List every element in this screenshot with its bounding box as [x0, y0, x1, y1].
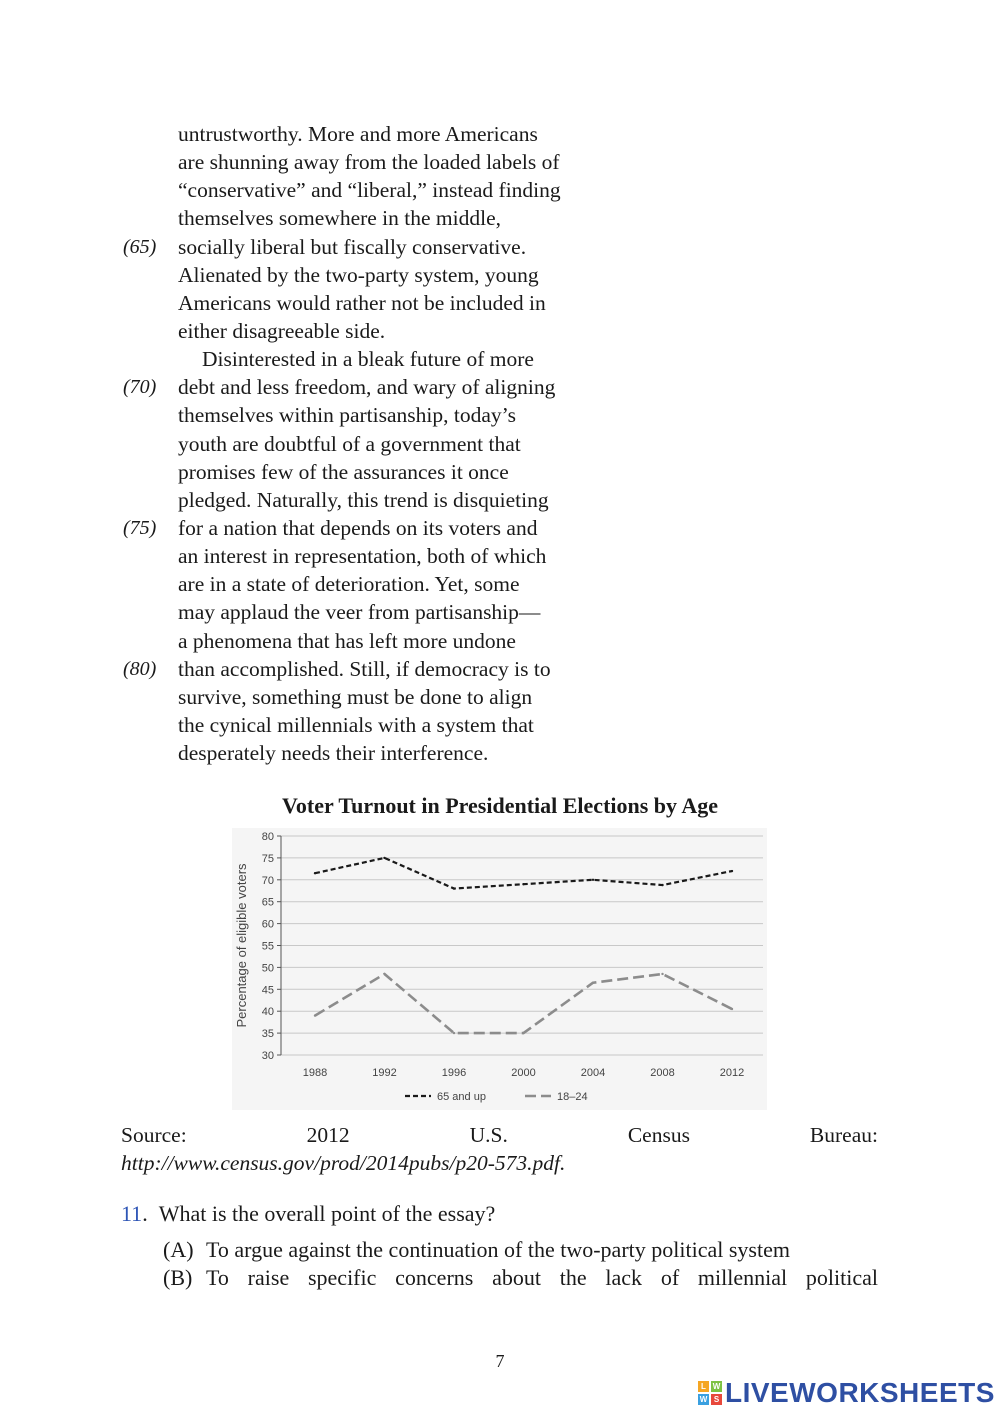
line-text: than accomplished. Still, if democracy is to	[178, 656, 551, 681]
y-tick-label: 30	[261, 1050, 274, 1062]
y-tick-label: 40	[261, 1006, 274, 1019]
option-text: To argue against the continuation of the two-party political system	[206, 1237, 790, 1262]
line-text: are in a state of deterioration. Yet, some	[178, 572, 520, 597]
passage-line	[0, 289, 1000, 317]
line-text: Disinterested in a bleak future of more	[202, 347, 534, 372]
line-number: (70)	[123, 376, 157, 399]
passage-line	[0, 739, 1000, 767]
passage-line	[0, 458, 1000, 486]
data-point	[453, 1032, 455, 1034]
question-dot: .	[142, 1201, 159, 1226]
passage-line	[0, 683, 1000, 711]
line-text: youth are doubtful of a government that	[178, 431, 521, 456]
data-point	[661, 973, 663, 975]
logo-block: L	[698, 1381, 709, 1392]
line-text: “conservative” and “liberal,” instead finding	[178, 178, 561, 203]
passage-line	[0, 542, 1000, 570]
logo-block: S	[711, 1394, 722, 1405]
source-note	[121, 1121, 878, 1177]
data-point	[314, 872, 316, 874]
line-text: pledged. Naturally, this trend is disquieting	[178, 487, 549, 512]
data-point	[522, 1032, 524, 1034]
passage-line	[0, 345, 1000, 373]
data-point	[661, 884, 663, 886]
y-axis-label: Percentage of eligible voters	[234, 863, 249, 1028]
line-text: themselves within partisanship, today’s	[178, 403, 516, 428]
data-point	[314, 1014, 316, 1016]
passage-line	[0, 148, 1000, 176]
data-point	[731, 870, 733, 872]
passage-line	[0, 627, 1000, 655]
line-text: either disagreeable side.	[178, 318, 386, 343]
brand-name: LIVEWORKSHEETS	[725, 1377, 995, 1408]
legend-label: 65 and up	[437, 1091, 486, 1103]
passage-line	[0, 204, 1000, 232]
question-text: What is the overall point of the essay?	[158, 1201, 496, 1226]
line-text: promises few of the assurances it once	[178, 459, 509, 484]
source-url: http://www.census.gov/prod/2014pubs/p20-573.pdf.	[121, 1151, 566, 1175]
passage-line	[0, 514, 1000, 542]
x-tick-label: 2000	[511, 1067, 536, 1079]
passage-line	[0, 120, 1000, 148]
y-tick-label: 75	[261, 852, 274, 865]
y-tick-label: 70	[261, 874, 274, 887]
passage-line	[0, 430, 1000, 458]
line-text: Americans would rather not be included in	[178, 290, 546, 315]
passage-line	[0, 655, 1000, 683]
line-number: (65)	[123, 235, 157, 258]
line-text: debt and less freedom, and wary of aligning	[178, 375, 556, 400]
source-word: Source:	[121, 1123, 187, 1147]
y-tick-label: 35	[261, 1028, 274, 1041]
y-tick-label: 50	[261, 962, 274, 975]
question-11	[121, 1200, 495, 1228]
line-text: a phenomena that has left more undone	[178, 628, 516, 653]
data-point	[383, 973, 385, 975]
x-tick-label: 2012	[719, 1067, 745, 1079]
line-text: the cynical millennials with a system that	[178, 712, 534, 737]
line-text: an interest in representation, both of which	[178, 544, 547, 569]
logo-blocks-icon	[698, 1381, 722, 1405]
data-point	[383, 857, 385, 859]
data-point	[731, 1008, 733, 1010]
passage-line	[0, 261, 1000, 289]
line-number: (75)	[123, 516, 157, 539]
passage	[0, 120, 1000, 767]
passage-line	[0, 176, 1000, 204]
option-text: To raise specific concerns about the lack of millennial political	[206, 1265, 878, 1290]
answer-options	[163, 1236, 878, 1292]
option-label: (A)	[163, 1237, 194, 1262]
data-point	[592, 879, 594, 881]
turnout-chart	[232, 828, 767, 1110]
page-number: 7	[495, 1351, 505, 1371]
y-tick-label: 80	[261, 831, 274, 843]
data-point	[592, 982, 594, 984]
source-word: U.S.	[469, 1123, 508, 1147]
line-text: survive, something must be done to align	[178, 684, 533, 709]
line-text: are shunning away from the loaded labels of	[178, 150, 560, 175]
series-line-2	[315, 974, 732, 1033]
source-word: Census	[627, 1123, 690, 1147]
logo-block: W	[699, 1395, 708, 1404]
line-text: untrustworthy. More and more Americans	[178, 122, 538, 146]
passage-line	[0, 711, 1000, 739]
data-point	[453, 887, 455, 889]
legend-label: 18–24	[557, 1091, 588, 1103]
source-line	[121, 1121, 878, 1149]
line-text: socially liberal but fiscally conservative.	[178, 234, 527, 259]
answer-option-a[interactable]	[163, 1236, 878, 1264]
line-number: (80)	[123, 657, 157, 680]
y-tick-label: 65	[261, 896, 274, 909]
passage-line	[0, 233, 1000, 261]
line-text: may applaud the veer from partisanship—	[178, 600, 541, 625]
answer-option-b[interactable]	[163, 1264, 878, 1292]
line-text: desperately needs their interference.	[178, 741, 489, 766]
line-text: Alienated by the two-party system, young	[178, 262, 539, 287]
passage-line	[0, 486, 1000, 514]
y-tick-label: 55	[261, 940, 274, 953]
source-word: 2012	[306, 1123, 350, 1147]
chart-canvas	[232, 828, 767, 1110]
line-text: for a nation that depends on its voters and	[178, 515, 538, 540]
passage-line	[0, 401, 1000, 429]
x-tick-label: 1996	[441, 1067, 467, 1079]
question-number: 11	[121, 1201, 143, 1226]
x-tick-label: 1988	[302, 1067, 328, 1079]
passage-line	[0, 598, 1000, 626]
option-label: (B)	[163, 1265, 193, 1290]
x-tick-label: 1992	[372, 1067, 397, 1079]
x-tick-label: 2008	[650, 1067, 675, 1079]
line-text: themselves somewhere in the middle,	[178, 206, 502, 231]
x-tick-label: 2004	[580, 1067, 606, 1079]
chart-title: Voter Turnout in Presidential Elections by Age	[282, 793, 718, 818]
logo-block: W	[712, 1382, 721, 1391]
passage-line	[0, 373, 1000, 401]
passage-line	[0, 317, 1000, 345]
y-tick-label: 60	[261, 918, 274, 931]
y-tick-label: 45	[261, 984, 274, 997]
source-word: Bureau:	[809, 1123, 878, 1147]
liveworksheets-logo	[698, 1376, 995, 1410]
data-point	[522, 883, 524, 885]
passage-line	[0, 570, 1000, 598]
